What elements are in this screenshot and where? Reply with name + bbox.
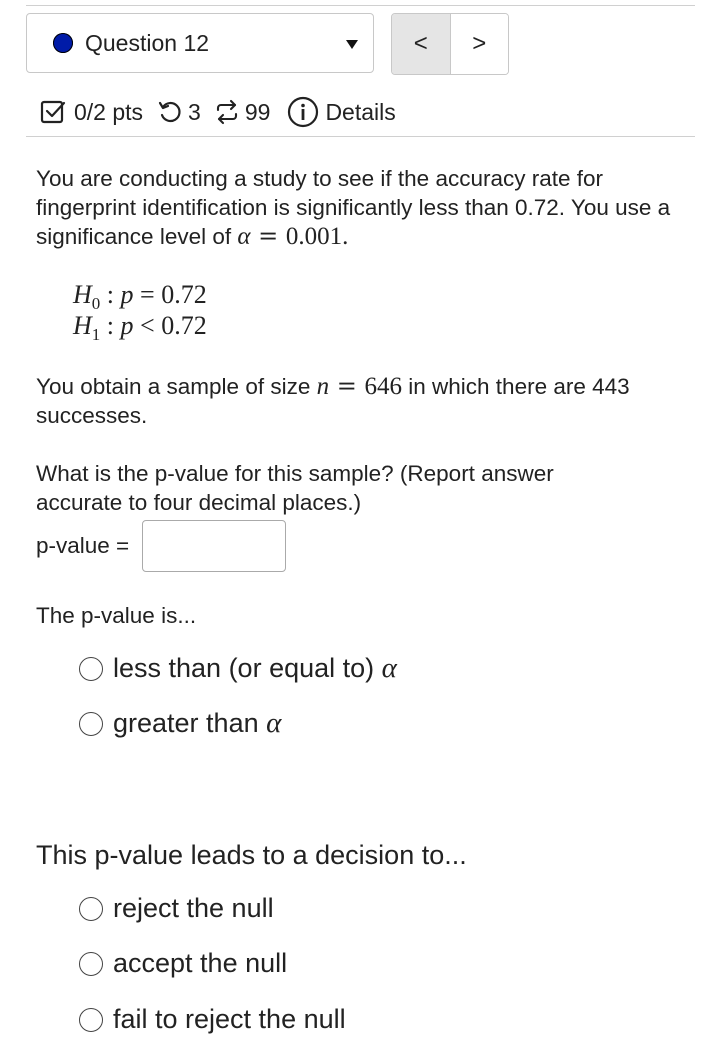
radio-button[interactable] — [79, 1008, 103, 1032]
retry-icon — [157, 99, 183, 125]
radio-label: fail to reject the null — [113, 1004, 346, 1034]
comparison-prompt: The p-value is... — [36, 603, 197, 628]
intro-text: You are conducting a study to see if the accuracy rate for fingerprint identification is significantly less than 0.72. You use a significance level of — [36, 166, 671, 249]
radio-button[interactable] — [79, 897, 103, 921]
n-value: 646 — [364, 373, 402, 400]
alpha-symbol: α — [237, 223, 251, 250]
next-question-button[interactable]: > — [451, 14, 509, 74]
submissions-count: 99 — [244, 98, 271, 125]
details-link[interactable]: Details — [325, 98, 396, 125]
radio-button[interactable] — [79, 712, 103, 736]
pvalue-input[interactable] — [142, 520, 286, 572]
caret-down-icon — [346, 40, 358, 49]
alpha-value: 0.001 — [285, 223, 343, 250]
question-selector[interactable] — [26, 13, 374, 73]
decision-prompt: This p-value leads to a decision to... — [36, 840, 467, 870]
n-symbol: n — [316, 373, 330, 400]
resubmit-icon — [213, 99, 241, 125]
info-icon[interactable] — [287, 96, 319, 128]
null-hypothesis: $H_0$ : p = 0.72 — [73, 280, 207, 314]
question-selector-label: Question 12 — [85, 30, 210, 56]
previous-question-button[interactable]: < — [392, 14, 451, 74]
header-divider — [26, 136, 695, 137]
alternative-hypothesis: $H_1$ : p < 0.72 — [73, 311, 207, 345]
pvalue-prompt: What is the p-value for this sample? (Report answer accurate to four decimal places.) — [36, 461, 554, 515]
radio-label: reject the null — [113, 893, 274, 923]
radio-option-accept-null[interactable] — [79, 948, 287, 979]
points-text: 0/2 pts — [74, 98, 144, 125]
sample-description: You obtain a sample of size n = 646 in which there are 443 successes. — [36, 372, 630, 428]
radio-option-less-than[interactable] — [79, 652, 397, 685]
radio-label: accept the null — [113, 948, 288, 978]
radio-label: less than (or equal to) α — [113, 652, 397, 684]
attempts-count: 3 — [188, 98, 201, 125]
radio-option-fail-to-reject[interactable] — [79, 1004, 346, 1035]
radio-option-greater-than[interactable] — [79, 707, 281, 740]
question-status-dot — [53, 33, 73, 53]
checkbox-icon — [40, 99, 66, 125]
question-intro: You are conducting a study to see if the accuracy rate for fingerprint identification is significantly less than 0.72. You use a significance level of α = 0.001. — [36, 166, 671, 250]
radio-option-reject-null[interactable] — [79, 893, 274, 924]
question-nav-group — [391, 13, 509, 75]
radio-button[interactable] — [79, 952, 103, 976]
radio-button[interactable] — [79, 657, 103, 681]
question-meta — [40, 94, 396, 130]
radio-label: greater than α — [113, 707, 282, 739]
top-divider — [26, 5, 695, 6]
pvalue-label: p-value = — [36, 533, 130, 558]
